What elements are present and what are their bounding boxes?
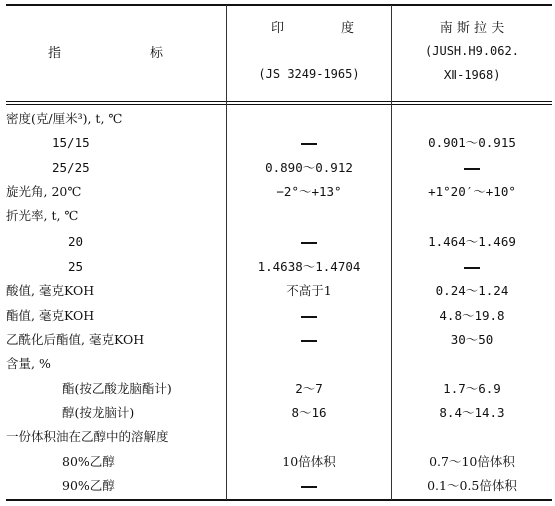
row-label: 旋光角, 20℃ bbox=[6, 184, 82, 199]
table-row bbox=[6, 426, 552, 448]
dash-mark bbox=[301, 486, 317, 488]
india-value bbox=[227, 305, 391, 327]
india-value bbox=[227, 132, 391, 154]
row-label: 酯值, 毫克KOH bbox=[6, 308, 95, 323]
india-value: −2°～+13° bbox=[276, 184, 342, 199]
header-yugoslavia-standard-2: Ⅻ-1968) bbox=[443, 68, 501, 82]
header-indicator-char-2: 标 bbox=[150, 46, 164, 61]
table-row bbox=[6, 475, 552, 497]
header-rule-double bbox=[6, 104, 552, 105]
india-value: 8～16 bbox=[291, 405, 327, 420]
header-india-char-2: 度 bbox=[341, 21, 355, 36]
india-value: 1.4638～1.4704 bbox=[257, 259, 361, 274]
header-india-standard: (JS 3249-1965) bbox=[258, 67, 360, 81]
table-row bbox=[6, 305, 552, 327]
row-label: 25/25 bbox=[52, 160, 90, 175]
india-value: 0.890～0.912 bbox=[265, 160, 353, 175]
table-row bbox=[6, 378, 552, 400]
table-row bbox=[6, 280, 552, 302]
table-row bbox=[6, 451, 552, 473]
table-row bbox=[6, 181, 552, 203]
header-india-char-1: 印 bbox=[271, 21, 285, 36]
table-row bbox=[6, 256, 552, 278]
row-label: 折光率, t, ℃ bbox=[6, 208, 79, 223]
header-yugoslavia: 南 斯 拉 夫 bbox=[439, 21, 505, 36]
row-label: 25 bbox=[68, 259, 84, 274]
dash-mark bbox=[464, 267, 480, 269]
row-label: 15/15 bbox=[52, 135, 90, 150]
yugoslavia-value: 0.1～0.5倍体积 bbox=[427, 478, 517, 493]
yugoslavia-value: 8.4～14.3 bbox=[439, 405, 505, 420]
header-yugoslavia-standard-1: (JUSH.H9.062. bbox=[425, 44, 519, 58]
row-label: 酸值, 毫克KOH bbox=[6, 283, 95, 298]
row-label: 含量, % bbox=[6, 356, 51, 371]
table-row bbox=[6, 108, 552, 130]
table-row bbox=[6, 231, 552, 253]
table-row bbox=[6, 132, 552, 154]
table-row bbox=[6, 402, 552, 424]
table-top-rule bbox=[6, 4, 552, 6]
india-value bbox=[227, 475, 391, 497]
row-label: 一份体积油在乙醇中的溶解度 bbox=[6, 429, 169, 444]
india-value bbox=[227, 329, 391, 351]
row-label: 密度(克/厘米³), t, ℃ bbox=[6, 111, 123, 126]
yugoslavia-value: +1°20′～+10° bbox=[428, 184, 516, 199]
india-value: 2～7 bbox=[295, 381, 323, 396]
row-label: 酯(按乙酸龙脑酯计) bbox=[62, 381, 172, 396]
dash-mark bbox=[301, 143, 317, 145]
table-row bbox=[6, 329, 552, 351]
yugoslavia-value: 30～50 bbox=[450, 332, 494, 347]
row-label: 80%乙醇 bbox=[62, 454, 115, 469]
header-rule bbox=[6, 101, 552, 102]
india-value bbox=[227, 231, 391, 253]
yugoslavia-value: 1.7～6.9 bbox=[443, 381, 501, 396]
yugoslavia-value bbox=[392, 256, 552, 278]
yugoslavia-value: 4.8～19.8 bbox=[439, 308, 505, 323]
dash-mark bbox=[464, 168, 480, 170]
yugoslavia-value: 0.901～0.915 bbox=[428, 135, 516, 150]
row-label: 20 bbox=[68, 234, 84, 249]
india-value: 10倍体积 bbox=[282, 454, 336, 469]
table-row bbox=[6, 353, 552, 375]
yugoslavia-value: 1.464～1.469 bbox=[428, 234, 516, 249]
header-indicator-char-1: 指 bbox=[48, 46, 62, 61]
yugoslavia-value: 0.24～1.24 bbox=[435, 283, 509, 298]
dash-mark bbox=[301, 316, 317, 318]
yugoslavia-value bbox=[392, 157, 552, 179]
yugoslavia-value: 0.7～10倍体积 bbox=[429, 454, 515, 469]
row-label: 醇(按龙脑计) bbox=[62, 405, 135, 420]
dash-mark bbox=[301, 242, 317, 244]
row-label: 乙酰化后酯值, 毫克KOH bbox=[6, 332, 145, 347]
table-row bbox=[6, 157, 552, 179]
table-bottom-rule bbox=[6, 499, 552, 501]
dash-mark bbox=[301, 340, 317, 342]
india-value: 不高于1 bbox=[286, 283, 332, 298]
table-row bbox=[6, 205, 552, 227]
row-label: 90%乙醇 bbox=[62, 478, 115, 493]
